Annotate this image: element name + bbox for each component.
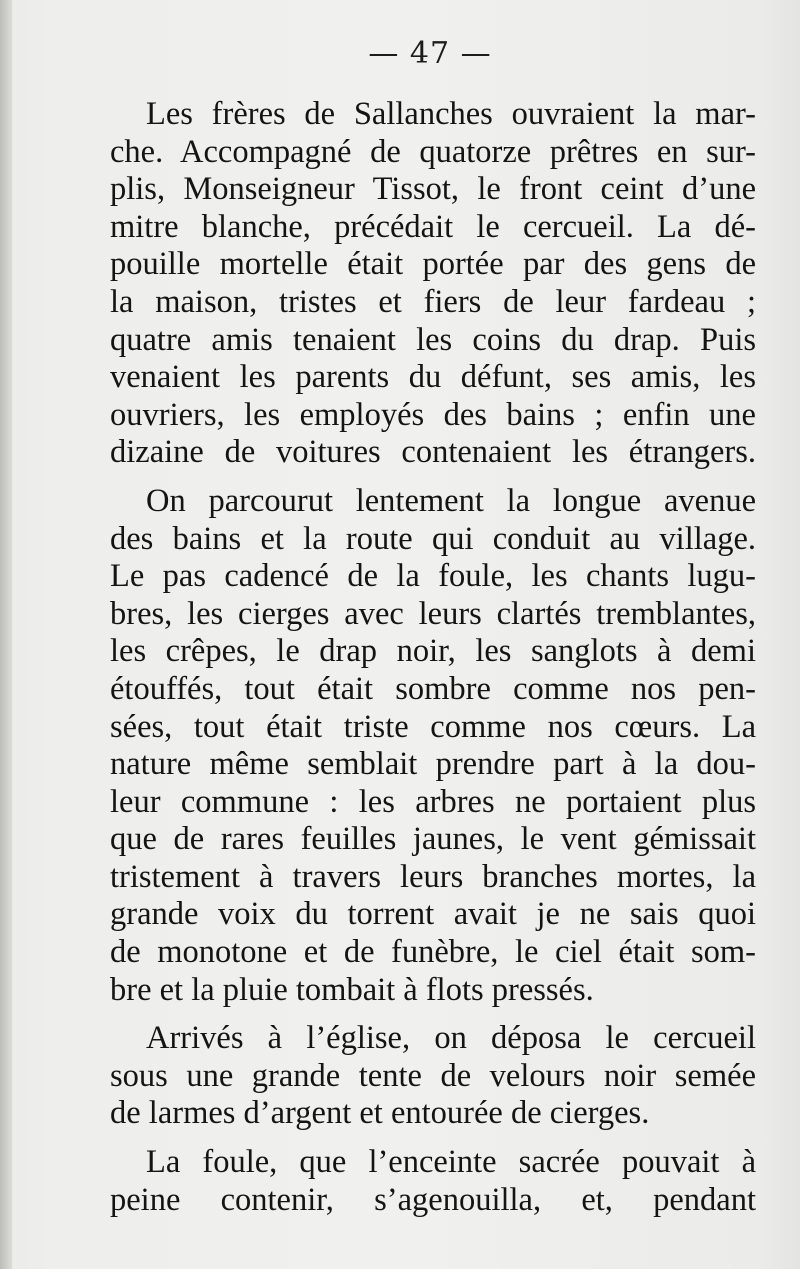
text-line: que de rares feuilles jaunes, le vent gémissait [110, 821, 756, 858]
text-line: venaient les parents du défunt, ses amis, les [110, 359, 756, 396]
text-line: Arrivés à l’église, on déposa le cercueil [146, 1020, 756, 1057]
paragraph-2 [110, 483, 756, 1009]
text-line: bre et la pluie tombait à flots pressés. [110, 971, 594, 1008]
paragraph-4 [110, 1144, 756, 1219]
body-text [110, 96, 756, 1219]
text-line: bres, les cierges avec leurs clartés tremblantes, [110, 595, 756, 632]
text-line: leur commune : les arbres ne portaient plus [110, 783, 756, 820]
text-line: mitre blanche, précédait le cercueil. La dé- [110, 208, 756, 245]
text-line: Les frères de Sallanches ouvraient la mar- [146, 96, 756, 132]
text-line: nature même semblait prendre part à la dou- [110, 746, 756, 783]
text-line: sées, tout était triste comme nos cœurs. La [110, 708, 756, 745]
text-line: les crêpes, le drap noir, les sanglots à demi [110, 633, 756, 670]
text-line: de monotone et de funèbre, le ciel était som- [110, 934, 756, 971]
paragraph-1 [110, 96, 756, 472]
text-line: pouille mortelle était portée par des gens de [110, 246, 756, 283]
text-line: la maison, tristes et fiers de leur fardeau ; [110, 283, 756, 320]
binding-edge [0, 0, 12, 1269]
text-line: étouffés, tout était sombre comme nos pen- [110, 670, 756, 707]
text-line: peine contenir, s’agenouilla, et, pendant [110, 1181, 756, 1218]
text-line: grande voix du torrent avait je ne sais quoi [110, 896, 756, 933]
text-line: des bains et la route qui conduit au village. [110, 520, 756, 557]
text-line: tristement à travers leurs branches mortes, la [110, 858, 756, 895]
text-line: On parcourut lentement la longue avenue [146, 482, 756, 519]
text-line: quatre amis tenaient les coins du drap. Puis [110, 321, 756, 358]
page-number: — 47 — [368, 36, 492, 71]
text-line: La foule, que l’enceinte sacrée pouvait à [146, 1144, 756, 1181]
text-line: Le pas cadencé de la foule, les chants lugu- [110, 558, 756, 595]
text-line: che. Accompagné de quatorze prêtres en sur- [110, 133, 756, 170]
paragraph-3 [110, 1020, 756, 1133]
text-line: sous une grande tente de velours noir semée [110, 1057, 756, 1094]
text-line: de larmes d’argent et entourée de cierges. [110, 1095, 650, 1132]
text-line: ouvriers, les employés des bains ; enfin une [110, 396, 756, 433]
text-line: plis, Monseigneur Tissot, le front ceint d’une [110, 171, 756, 208]
text-line: dizaine de voitures contenaient les étrangers. [110, 434, 756, 471]
